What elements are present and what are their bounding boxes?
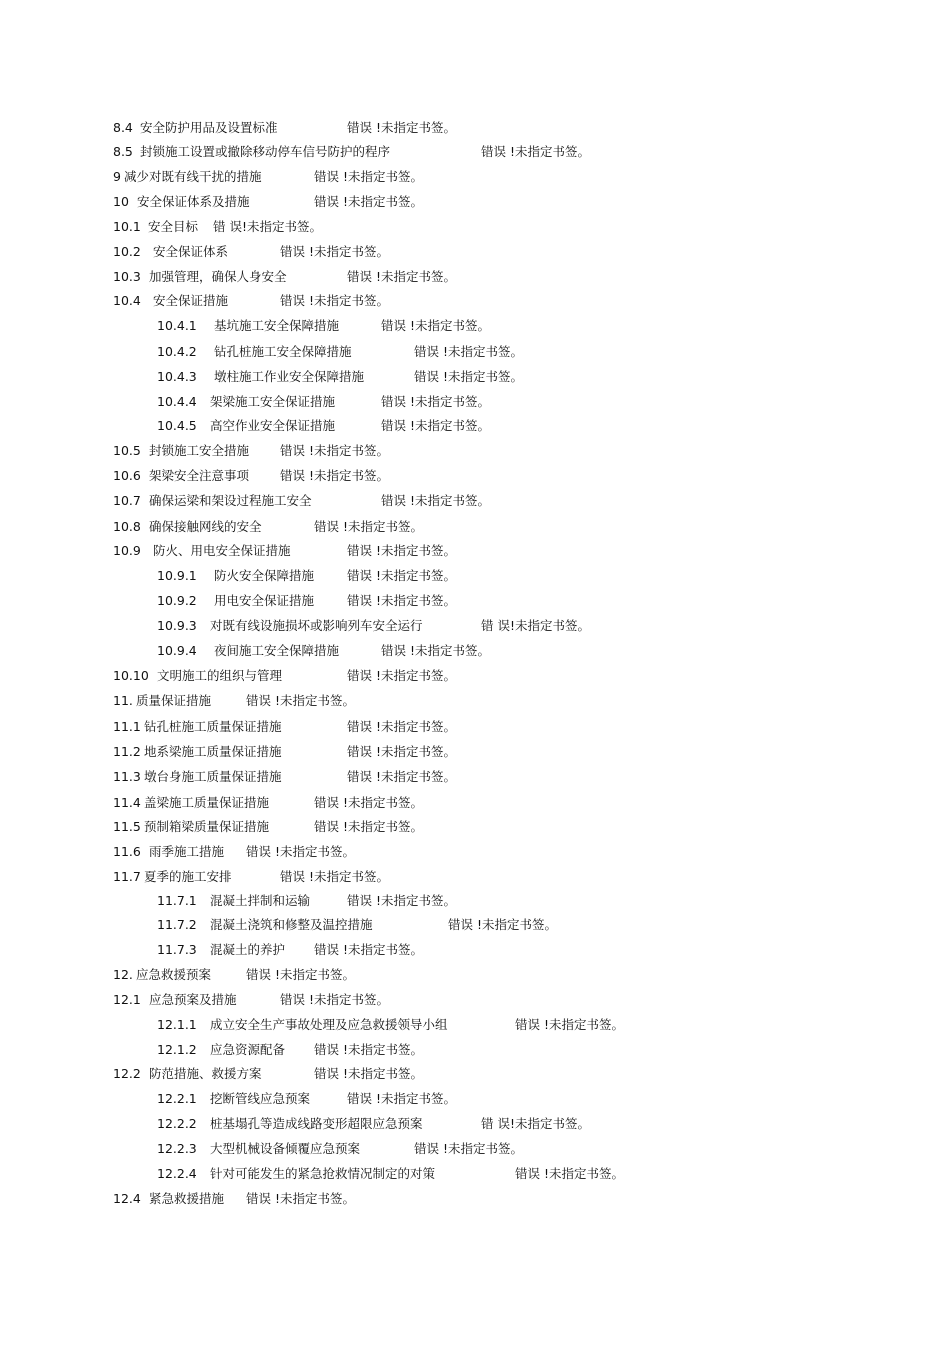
toc-entry-number: 10.1 [113, 219, 141, 234]
toc-entry[interactable] [157, 593, 456, 609]
toc-page-reference: 错误 !未指定书签。 [280, 869, 389, 884]
toc-entry-title: 混凝土浇筑和修整及温控措施 [210, 917, 373, 932]
toc-entry[interactable] [157, 1116, 590, 1132]
toc-entry[interactable] [157, 1166, 624, 1182]
toc-page-reference: 错误 !未指定书签。 [414, 344, 523, 359]
toc-entry-title: 确保运梁和架设过程施工安全 [149, 493, 312, 508]
toc-entry[interactable] [113, 144, 590, 160]
toc-entry-title: 安全防护用品及设置标准 [140, 120, 278, 135]
toc-entry[interactable] [113, 493, 490, 509]
toc-entry[interactable] [113, 992, 389, 1008]
toc-entry[interactable] [113, 293, 389, 309]
toc-entry-number: 11.7.3 [157, 942, 197, 957]
toc-entry-title: 加强管理，确保人身安全 [149, 269, 287, 284]
toc-page-reference: 错误 !未指定书签。 [314, 194, 423, 209]
toc-entry-number: 11.7.2 [157, 917, 197, 932]
toc-entry[interactable] [157, 942, 423, 958]
toc-page-reference: 错误 !未指定书签。 [314, 819, 423, 834]
toc-entry-number: 12.2.1 [157, 1091, 197, 1106]
toc-entry-title: 安全保证体系 [153, 244, 229, 259]
toc-entry-title: 减少对既有线干扰的措施 [124, 169, 262, 184]
toc-entry-number: 10.4 [113, 293, 141, 308]
toc-entry-title: 防范措施、救援方案 [149, 1066, 262, 1081]
toc-entry[interactable] [113, 269, 456, 285]
toc-entry[interactable] [157, 318, 490, 334]
toc-entry[interactable] [113, 844, 355, 860]
toc-entry-number: 10.9 [113, 543, 141, 558]
toc-entry[interactable] [113, 244, 389, 260]
toc-page-reference: 错误 !未指定书签。 [314, 169, 423, 184]
toc-entry-title: 桩基塌孔等造成线路变形超限应急预案 [210, 1116, 423, 1131]
toc-entry-title: 封锁施工设置或撤除移动停车信号防护的程序 [140, 144, 391, 159]
toc-entry-number: 10.9.2 [157, 593, 197, 608]
toc-entry-title: 用电安全保证措施 [214, 593, 315, 608]
toc-entry[interactable] [113, 719, 456, 735]
toc-page-reference: 错误 !未指定书签。 [414, 369, 523, 384]
toc-entry[interactable] [113, 693, 355, 709]
toc-entry-number: 12.1 [113, 992, 141, 1007]
toc-entry-number: 11.3 [113, 769, 141, 784]
toc-page-reference: 错误 !未指定书签。 [280, 293, 389, 308]
toc-entry-title: 混凝土的养护 [210, 942, 286, 957]
toc-entry[interactable] [157, 643, 490, 659]
toc-entry[interactable] [113, 869, 389, 885]
toc-entry[interactable] [113, 519, 423, 535]
toc-entry-number: 10.4.4 [157, 394, 197, 409]
toc-page-reference: 错误 !未指定书签。 [314, 519, 423, 534]
toc-page-reference: 错误 !未指定书签。 [246, 844, 355, 859]
toc-page-reference: 错误 !未指定书签。 [280, 468, 389, 483]
toc-page-reference: 错 误!未指定书签。 [481, 618, 590, 633]
toc-entry-title: 安全保证措施 [153, 293, 229, 308]
toc-entry[interactable] [113, 120, 456, 136]
toc-entry-number: 12.2.3 [157, 1141, 197, 1156]
toc-page-reference: 错误 !未指定书签。 [347, 593, 456, 608]
toc-page-reference: 错误 !未指定书签。 [347, 893, 456, 908]
toc-entry[interactable] [113, 468, 389, 484]
toc-entry-number: 10.4.5 [157, 418, 197, 433]
toc-page-reference: 错误 !未指定书签。 [515, 1166, 624, 1181]
toc-entry-title: 盖梁施工质量保证措施 [144, 795, 270, 810]
toc-entry[interactable] [113, 744, 456, 760]
toc-entry-number: 12. [113, 967, 133, 982]
toc-entry-title: 质量保证措施 [136, 693, 212, 708]
toc-page-reference: 错误 !未指定书签。 [381, 493, 490, 508]
toc-entry-title: 钻孔桩施工质量保证措施 [144, 719, 282, 734]
toc-entry-number: 11.5 [113, 819, 141, 834]
toc-entry-number: 12.2 [113, 1066, 141, 1081]
toc-entry-number: 10.4.3 [157, 369, 197, 384]
toc-entry-number: 12.1.2 [157, 1042, 197, 1057]
toc-page-reference: 错误 !未指定书签。 [246, 1191, 355, 1206]
toc-entry-title: 文明施工的组织与管理 [157, 668, 283, 683]
toc-entry[interactable] [157, 369, 523, 385]
toc-entry-title: 应急预案及措施 [149, 992, 237, 1007]
toc-entry-number: 10.4.2 [157, 344, 197, 359]
toc-entry-title: 应急救援预案 [136, 967, 212, 982]
toc-entry[interactable] [157, 1141, 523, 1157]
toc-entry-number: 11.2 [113, 744, 141, 759]
toc-entry[interactable] [113, 194, 423, 210]
toc-entry-number: 10.9.3 [157, 618, 197, 633]
toc-entry-title: 紧急救援措施 [149, 1191, 225, 1206]
toc-entry-title: 架梁施工安全保证措施 [210, 394, 336, 409]
toc-entry-title: 安全保证体系及措施 [137, 194, 250, 209]
toc-page-reference: 错误 !未指定书签。 [381, 418, 490, 433]
toc-entry-title: 成立安全生产事故处理及应急救援领导小组 [210, 1017, 448, 1032]
toc-entry-title: 防火、用电安全保证措施 [153, 543, 291, 558]
toc-entry-number: 10.4.1 [157, 318, 197, 333]
toc-entry-number: 8.4 [113, 120, 133, 135]
toc-entry-title: 封锁施工安全措施 [149, 443, 250, 458]
toc-page-reference: 错误 !未指定书签。 [381, 318, 490, 333]
toc-entry-title: 地系梁施工质量保证措施 [144, 744, 282, 759]
toc-page-reference: 错误 !未指定书签。 [347, 543, 456, 558]
toc-entry-number: 10.2 [113, 244, 141, 259]
toc-entry[interactable] [157, 1017, 624, 1033]
toc-entry-number: 10.3 [113, 269, 141, 284]
toc-page-reference: 错误 !未指定书签。 [314, 1066, 423, 1081]
toc-entry-title: 高空作业安全保证措施 [210, 418, 336, 433]
toc-entry-title: 挖断管线应急预案 [210, 1091, 311, 1106]
toc-page-reference: 错误 !未指定书签。 [347, 568, 456, 583]
toc-entry-title: 墩台身施工质量保证措施 [144, 769, 282, 784]
toc-entry-title: 混凝土拌制和运输 [210, 893, 311, 908]
toc-entry-number: 10 [113, 194, 129, 209]
toc-entry-number: 11.4 [113, 795, 141, 810]
toc-entry-number: 11.1 [113, 719, 141, 734]
toc-page-reference: 错误 !未指定书签。 [280, 992, 389, 1007]
toc-entry-title: 确保接触网线的安全 [149, 519, 262, 534]
toc-entry-number: 10.7 [113, 493, 141, 508]
toc-page-reference: 错误 !未指定书签。 [481, 144, 590, 159]
toc-entry[interactable] [157, 618, 590, 634]
toc-entry-number: 12.1.1 [157, 1017, 197, 1032]
toc-entry[interactable] [113, 1066, 423, 1082]
toc-entry[interactable] [113, 219, 322, 235]
toc-entry-number: 10.10 [113, 668, 149, 683]
toc-entry-title: 夜间施工安全保障措施 [214, 643, 340, 658]
toc-page-reference: 错误 !未指定书签。 [246, 967, 355, 982]
toc-entry-number: 8.5 [113, 144, 133, 159]
toc-entry[interactable] [157, 1042, 423, 1058]
toc-entry-title: 钻孔桩施工安全保障措施 [214, 344, 352, 359]
toc-entry[interactable] [113, 668, 456, 684]
toc-entry-title: 大型机械设备倾覆应急预案 [210, 1141, 361, 1156]
toc-page-reference: 错误 !未指定书签。 [347, 1091, 456, 1106]
toc-page-reference: 错误 !未指定书签。 [347, 769, 456, 784]
toc-page-reference: 错误 !未指定书签。 [347, 719, 456, 734]
toc-entry[interactable] [113, 769, 456, 785]
toc-page-reference: 错误 !未指定书签。 [381, 394, 490, 409]
toc-entry[interactable] [157, 344, 523, 360]
toc-entry[interactable] [113, 169, 423, 185]
toc-entry-number: 12.2.2 [157, 1116, 197, 1131]
toc-entry-number: 11. [113, 693, 133, 708]
toc-page-reference: 错误 !未指定书签。 [347, 668, 456, 683]
toc-entry-title: 墩柱施工作业安全保障措施 [214, 369, 365, 384]
toc-entry-title: 防火安全保障措施 [214, 568, 315, 583]
toc-entry-number: 10.6 [113, 468, 141, 483]
toc-entry-number: 11.7.1 [157, 893, 197, 908]
toc-entry-number: 11.7 [113, 869, 141, 884]
toc-page-reference: 错 误!未指定书签。 [213, 219, 322, 234]
toc-page-reference: 错误 !未指定书签。 [280, 244, 389, 259]
toc-entry[interactable] [157, 893, 456, 909]
toc-entry[interactable] [113, 819, 423, 835]
toc-page-reference: 错误 !未指定书签。 [448, 917, 557, 932]
toc-entry-number: 12.4 [113, 1191, 141, 1206]
toc-entry[interactable] [113, 443, 389, 459]
toc-page-reference: 错误 !未指定书签。 [314, 1042, 423, 1057]
toc-entry-number: 10.9.1 [157, 568, 197, 583]
toc-entry[interactable] [157, 568, 456, 584]
toc-page-reference: 错误 !未指定书签。 [381, 643, 490, 658]
toc-entry-title: 夏季的施工安排 [144, 869, 232, 884]
toc-entry-number: 12.2.4 [157, 1166, 197, 1181]
toc-entry[interactable] [157, 917, 557, 933]
toc-entry-title: 对既有线设施损坏或影响列车安全运行 [210, 618, 423, 633]
toc-entry[interactable] [113, 795, 423, 811]
toc-entry-number: 10.8 [113, 519, 141, 534]
toc-page-reference: 错误 !未指定书签。 [414, 1141, 523, 1156]
toc-entry-title: 安全目标 [148, 219, 199, 234]
toc-page-reference: 错误 !未指定书签。 [280, 443, 389, 458]
toc-entry[interactable] [113, 1191, 355, 1207]
toc-entry-number: 10.9.4 [157, 643, 197, 658]
toc-entry-title: 架梁安全注意事项 [149, 468, 250, 483]
toc-page-reference: 错误 !未指定书签。 [515, 1017, 624, 1032]
toc-entry-title: 雨季施工措施 [149, 844, 225, 859]
toc-entry-title: 预制箱梁质量保证措施 [144, 819, 270, 834]
toc-page-reference: 错误 !未指定书签。 [347, 744, 456, 759]
toc-entry-number: 9 [113, 169, 121, 184]
toc-entry-number: 10.5 [113, 443, 141, 458]
toc-entry[interactable] [113, 967, 355, 983]
toc-page-reference: 错 误!未指定书签。 [481, 1116, 590, 1131]
toc-page-reference: 错误 !未指定书签。 [314, 795, 423, 810]
toc-entry[interactable] [113, 543, 456, 559]
toc-entry-title: 基坑施工安全保障措施 [214, 318, 340, 333]
toc-page-reference: 错误 !未指定书签。 [314, 942, 423, 957]
toc-entry-number: 11.6 [113, 844, 141, 859]
toc-page-reference: 错误 !未指定书签。 [246, 693, 355, 708]
toc-page-reference: 错误 !未指定书签。 [347, 120, 456, 135]
toc-entry-title: 针对可能发生的紧急抢救情况制定的对策 [210, 1166, 436, 1181]
toc-page-reference: 错误 !未指定书签。 [347, 269, 456, 284]
toc-entry[interactable] [157, 1091, 456, 1107]
toc-entry-title: 应急资源配备 [210, 1042, 286, 1057]
toc-entry[interactable] [157, 394, 490, 410]
toc-entry[interactable] [157, 418, 490, 434]
